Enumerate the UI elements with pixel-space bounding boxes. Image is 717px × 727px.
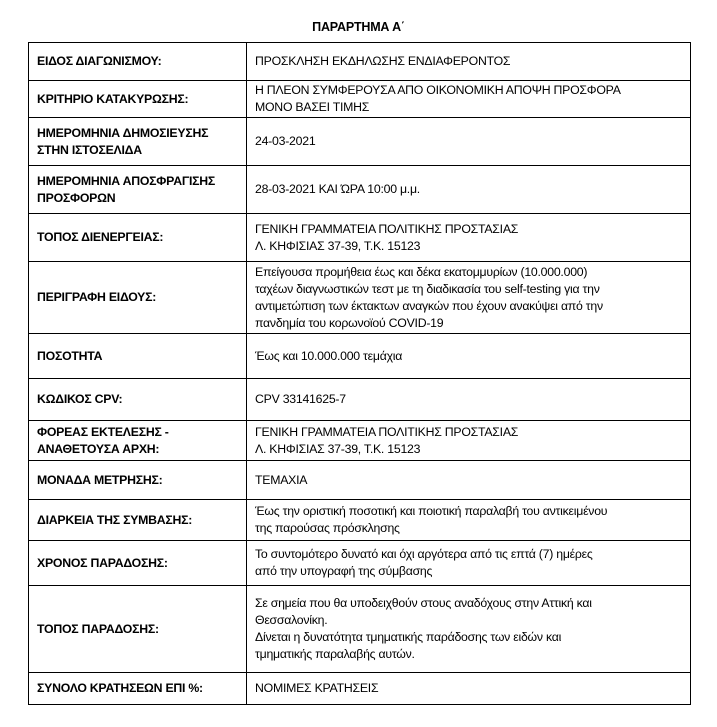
row-label: ΗΜΕΡΟΜΗΝΙΑ ΔΗΜΟΣΙΕΥΣΗΣ ΣΤΗΝ ΙΣΤΟΣΕΛΙΔΑ: [29, 118, 247, 166]
row-value: [247, 262, 691, 334]
table-row: [29, 214, 691, 262]
value-line: ΠΡΟΣΚΛΗΣΗ ΕΚΔΗΛΩΣΗΣ ΕΝΔΙΑΦΕΡΟΝΤΟΣ: [255, 54, 511, 68]
value-line: Θεσσαλονίκη.: [255, 613, 328, 627]
table-row: [29, 262, 691, 334]
value-line: της παρούσας πρόσκλησης: [255, 521, 400, 535]
row-label: ΚΡΙΤΗΡΙΟ ΚΑΤΑΚΥΡΩΣΗΣ:: [29, 81, 247, 118]
row-label: ΦΟΡΕΑΣ ΕΚΤΕΛΕΣΗΣ - ΑΝΑΘΕΤΟΥΣΑ ΑΡΧΗ:: [29, 421, 247, 461]
row-label: ΤΟΠΟΣ ΠΑΡΑΔΟΣΗΣ:: [29, 586, 247, 673]
value-line: Σε σημεία που θα υποδειχθούν στους αναδόχους στην Αττική και: [255, 596, 592, 610]
row-label: ΧΡΟΝΟΣ ΠΑΡΑΔΟΣΗΣ:: [29, 541, 247, 586]
spec-table: [28, 42, 691, 705]
value-line: Λ. ΚΗΦΙΣΙΑΣ 37-39, Τ.Κ. 15123: [255, 238, 421, 253]
table-row: [29, 461, 691, 500]
table-row: [29, 541, 691, 586]
row-value: [247, 214, 691, 262]
value-line: 28-03-2021 ΚΑΙ ΏΡΑ 10:00 μ.μ.: [255, 182, 420, 196]
row-label: ΕΙΔΟΣ ΔΙΑΓΩΝΙΣΜΟΥ:: [29, 43, 247, 81]
value-line: ΜΟΝΟ ΒΑΣΕΙ ΤΙΜΗΣ: [255, 100, 370, 114]
value-line: Έως και 10.000.000 τεμάχια: [255, 348, 403, 363]
row-value: [247, 541, 691, 586]
row-value: [247, 673, 691, 705]
value-line: από την υπογραφή της σύμβασης: [255, 564, 433, 578]
row-value: [247, 118, 691, 166]
value-line: 24-03-2021: [255, 134, 316, 148]
row-label: ΤΟΠΟΣ ΔΙΕΝΕΡΓΕΙΑΣ:: [29, 214, 247, 262]
table-row: [29, 81, 691, 118]
value-line: ΝΟΜΙΜΕΣ ΚΡΑΤΗΣΕΙΣ: [255, 681, 379, 695]
row-label: ΚΩΔΙΚΟΣ CPV:: [29, 379, 247, 421]
table-row: [29, 334, 691, 379]
table-row: [29, 166, 691, 214]
row-label: ΗΜΕΡΟΜΗΝΙΑ ΑΠΟΣΦΡΑΓΙΣΗΣ ΠΡΟΣΦΟΡΩΝ: [29, 166, 247, 214]
row-label: ΣΥΝΟΛΟ ΚΡΑΤΗΣΕΩΝ ΕΠΙ %:: [29, 673, 247, 705]
row-value: [247, 461, 691, 500]
table-row: [29, 379, 691, 421]
row-label: ΠΕΡΙΓΡΑΦΗ ΕΙΔΟΥΣ:: [29, 262, 247, 334]
document-title: ΠΑΡΑΡΤΗΜΑ Α΄: [312, 20, 405, 34]
value-line: Η ΠΛΕΟΝ ΣΥΜΦΕΡΟΥΣΑ ΑΠΟ ΟΙΚΟΝΟΜΙΚΗ ΑΠΟΨΗ ΠΡΟΣΦΟΡΑ: [255, 83, 621, 97]
row-label: ΠΟΣΟΤΗΤΑ: [29, 334, 247, 379]
row-label: ΜΟΝΑΔΑ ΜΕΤΡΗΣΗΣ:: [29, 461, 247, 500]
value-line: πανδημία του κορωνοϊού COVID-19: [255, 315, 444, 330]
row-value: [247, 421, 691, 461]
table-row: [29, 43, 691, 81]
value-line: αντιμετώπιση των έκτακτων αναγκών που έχουν ανακύψει από την: [255, 298, 603, 313]
row-label: ΔΙΑΡΚΕΙΑ ΤΗΣ ΣΥΜΒΑΣΗΣ:: [29, 500, 247, 541]
row-value: [247, 334, 691, 379]
table-row: [29, 500, 691, 541]
value-line: ΤΕΜΑΧΙΑ: [255, 472, 308, 487]
row-value: [247, 43, 691, 81]
table-row: [29, 421, 691, 461]
table-row: [29, 673, 691, 705]
value-line: ΓΕΝΙΚΗ ΓΡΑΜΜΑΤΕΙΑ ΠΟΛΙΤΙΚΗΣ ΠΡΟΣΤΑΣΙΑΣ: [255, 221, 519, 236]
value-line: ΓΕΝΙΚΗ ΓΡΑΜΜΑΤΕΙΑ ΠΟΛΙΤΙΚΗΣ ΠΡΟΣΤΑΣΙΑΣ: [255, 424, 519, 439]
row-value: [247, 81, 691, 118]
table-row: [29, 118, 691, 166]
value-line: Το συντομότερο δυνατό και όχι αργότερα από τις επτά (7) ημέρες: [255, 547, 593, 561]
value-line: Δίνεται η δυνατότητα τμηματικής παράδοσης των ειδών και: [255, 630, 562, 644]
row-value: [247, 166, 691, 214]
value-line: Έως την οριστική ποσοτική και ποιοτική παραλαβή του αντικειμένου: [255, 504, 608, 518]
value-line: Λ. ΚΗΦΙΣΙΑΣ 37-39, Τ.Κ. 15123: [255, 441, 421, 456]
value-line: Επείγουσα προμήθεια έως και δέκα εκατομμυρίων (10.000.000): [255, 264, 588, 279]
value-line: τμηματικής παραλαβής αυτών.: [255, 647, 415, 661]
table-row: [29, 586, 691, 673]
value-line: ταχέων διαγνωστικών τεστ με τη διαδικασία του self-testing για την: [255, 281, 600, 296]
row-value: [247, 500, 691, 541]
row-value: [247, 379, 691, 421]
row-value: [247, 586, 691, 673]
value-line: CPV 33141625-7: [255, 392, 346, 406]
